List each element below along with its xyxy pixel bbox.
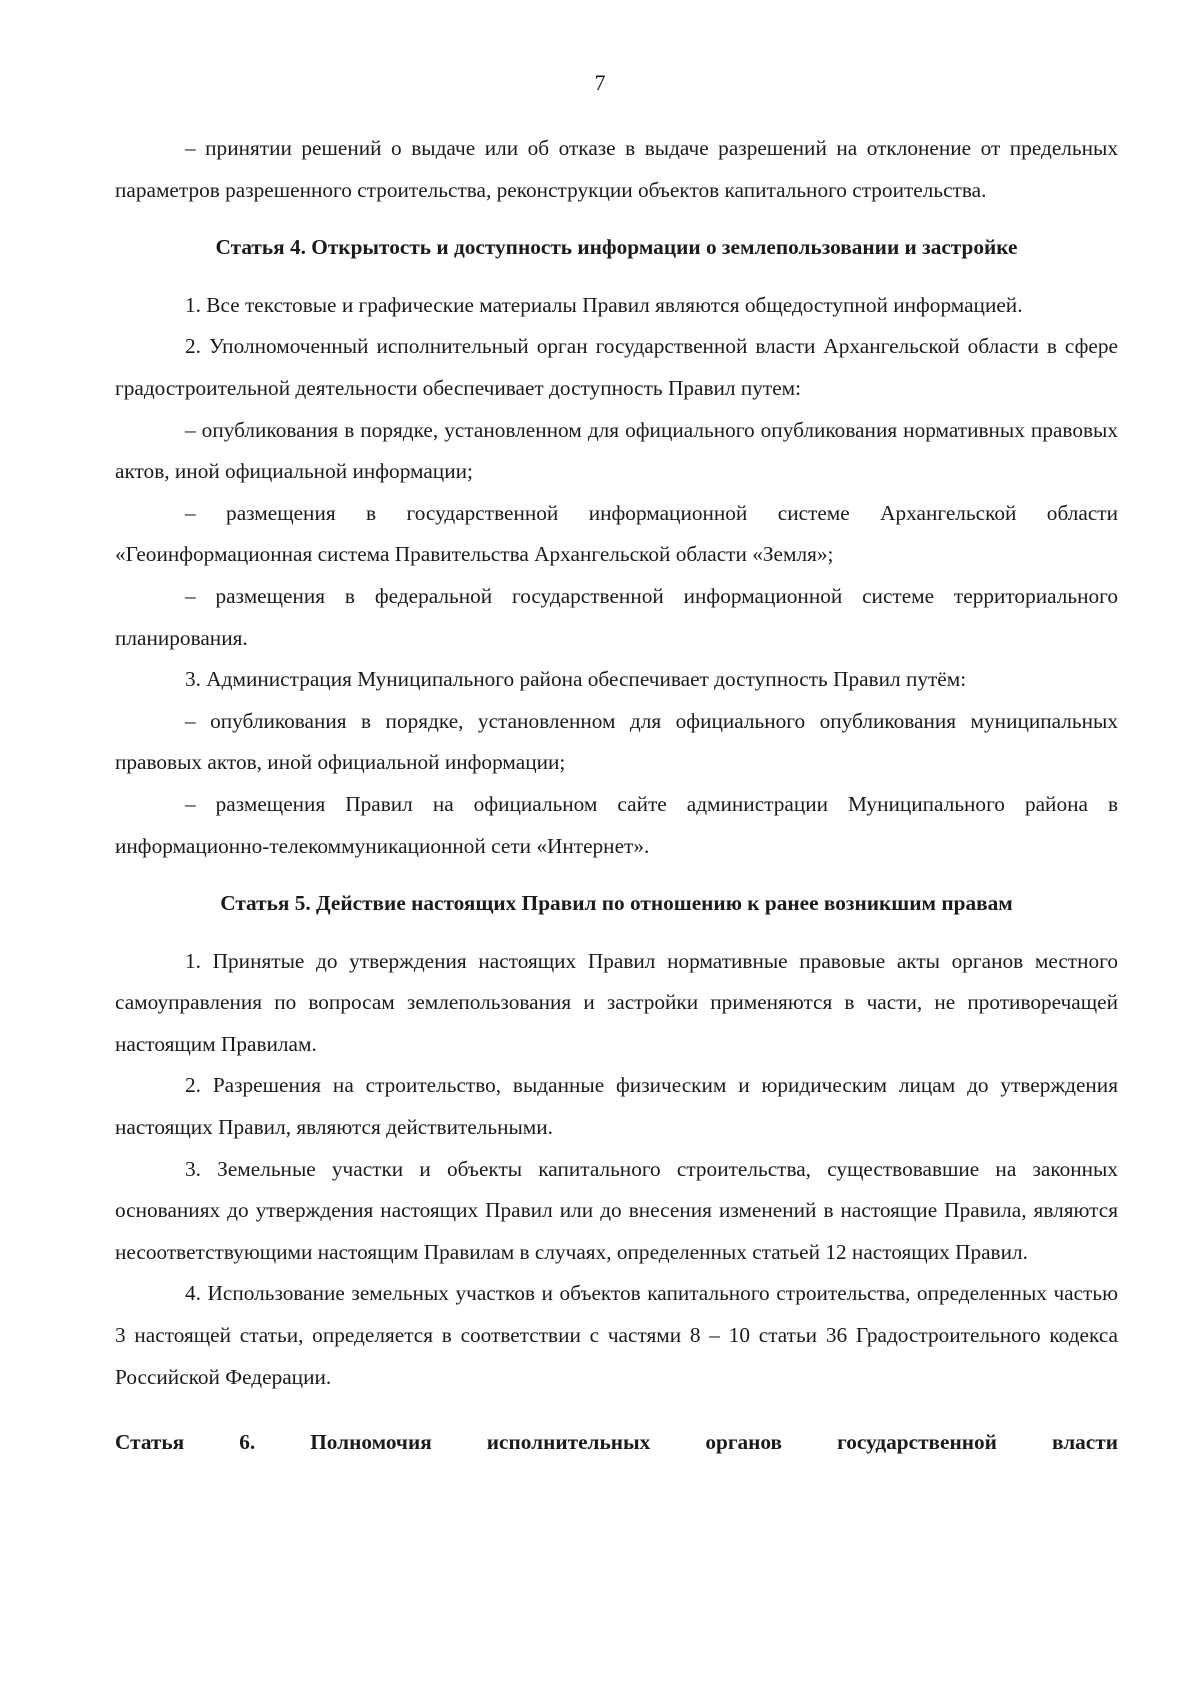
paragraph: 1. Принятые до утверждения настоящих Правил нормативные правовые акты органов местного самоуправления по вопросам землепользования и застройки применяются в части, не противоречащей настоящим Правилам. (115, 948, 1118, 1056)
paragraph: 3. Земельные участки и объекты капитального строительства, существовавшие на законных основаниях до утверждения настоящих Правил или до внесения изменений в настоящие Правила, являются несоответствующими настоящим Правилам в случаях, определенных статьей 12 настоящих Правил. (115, 1156, 1118, 1264)
article-heading: Статья 5. Действие настоящих Правил по отношению к ранее возникшим правам (220, 891, 1013, 916)
article-heading: Статья 4. Открытость и доступность информации о землепользовании и застройке (215, 235, 1018, 260)
paragraph: 3. Администрация Муниципального района обеспечивает доступность Правил путём: (185, 667, 967, 692)
paragraph: 2. Уполномоченный исполнительный орган государственной власти Архангельской области в сфере градостроительной деятельности обеспечивает доступность Правил путем: (115, 334, 1118, 400)
paragraph: – размещения в государственной информационной системе Архангельской области «Геоинформационная система Правительства Архангельской области «Земля»; (115, 500, 1118, 567)
document-body (115, 128, 1118, 1480)
paragraph: – опубликования в порядке, установленном для официального опубликования нормативных правовых актов, иной официальной информации; (115, 417, 1118, 484)
page-number: 7 (594, 70, 606, 95)
paragraph: – опубликования в порядке, установленном для официального опубликования муниципальных правовых актов, иной официальной информации; (115, 708, 1118, 775)
paragraph: – принятии решений о выдаче или об отказе в выдаче разрешений на отклонение от предельных параметров разрешенного строительства, реконструкции объектов капитального строительства. (115, 136, 1118, 202)
paragraph: 2. Разрешения на строительство, выданные физическим и юридическим лицам до утверждения настоящих Правил, являются действительными. (115, 1073, 1118, 1140)
paragraph: – размещения Правил на официальном сайте администрации Муниципального района в информационно-телекоммуникационной сети «Интернет». (115, 791, 1118, 858)
paragraph: – размещения в федеральной государственной информационной системе территориального планирования. (115, 583, 1118, 650)
paragraph: 1. Все текстовые и графические материалы Правил являются общедоступной информацией. (185, 292, 1023, 317)
paragraph: 4. Использование земельных участков и объектов капитального строительства, определенных частью 3 настоящей статьи, определяется в соответствии с частями 8 – 10 статьи 36 Градостроительного кодекса Российской Федерации. (115, 1281, 1118, 1389)
article-heading: Статья 6. Полномочия исполнительных органов государственной власти (115, 1430, 1118, 1455)
